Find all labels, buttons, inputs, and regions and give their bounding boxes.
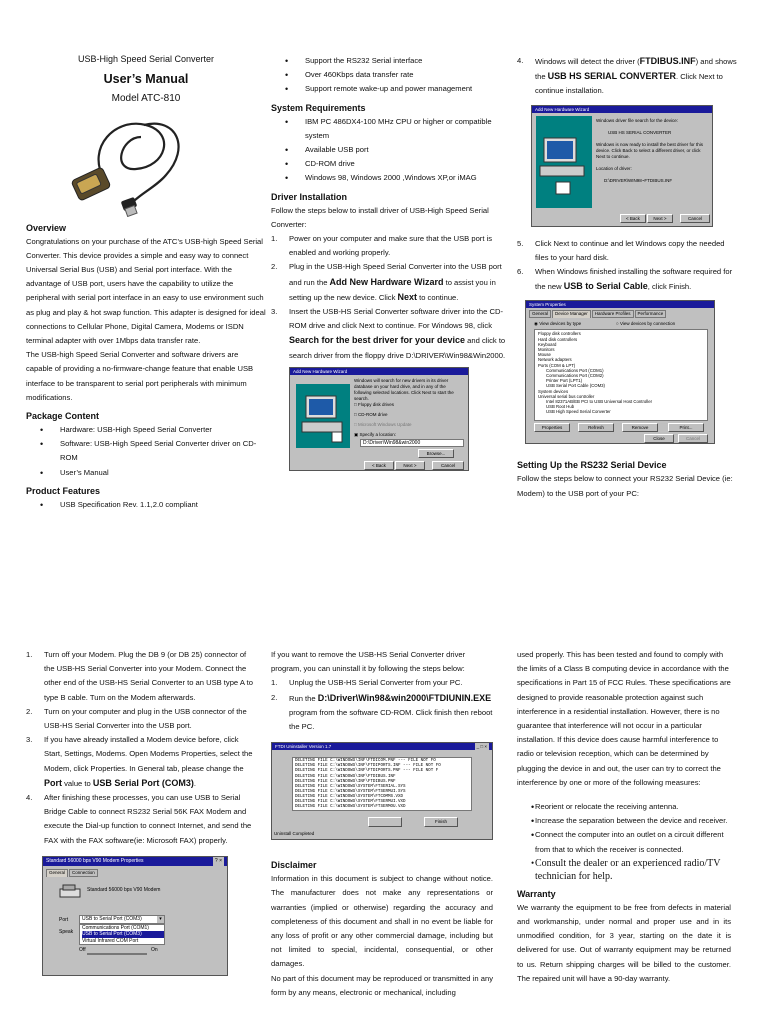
dialog-title-bar: FTDI Uninstaller Version 1.7 _ □ × bbox=[272, 743, 492, 750]
speaker-off-label: Off bbox=[79, 946, 86, 953]
tab-connection[interactable]: Connection bbox=[69, 869, 98, 877]
tab-general[interactable]: General bbox=[46, 869, 68, 877]
tree-item[interactable]: Hard disk controllers bbox=[538, 336, 578, 342]
uninstall-intro: If you want to remove the USB-HS Serial Converter driver program, you can uninstall it by following the steps below: bbox=[271, 650, 466, 674]
log-line: DELETING FILE C:\WINDOWS\INF\FTDICOM.PNF --- FILE NOT FO bbox=[295, 759, 436, 764]
list-item: • CD-ROM drive bbox=[271, 157, 511, 171]
wizard-line-1: Windows driver file search for the device: bbox=[596, 117, 679, 123]
tab-general[interactable]: General bbox=[529, 310, 551, 318]
rs232-setup-steps bbox=[26, 648, 256, 848]
modem-name: Standard 56000 bps V90 Modem bbox=[87, 886, 161, 893]
window-controls-icon[interactable]: _ □ × bbox=[476, 744, 487, 750]
list-item: • Connect the computer into an outlet on a circuit different from that to which the receiver is connected. bbox=[517, 828, 731, 856]
log-line: DELETING FILE C:\WINDOWS\INF\FTDIPORTS.PNF --- FILE NOT F bbox=[295, 769, 439, 774]
tree-item[interactable]: Floppy disk controllers bbox=[538, 331, 581, 337]
tree-item[interactable]: Communications Port (COM2) bbox=[546, 373, 604, 379]
disclaimer-paragraph-1: Information in this document is subject to change without notice. The manufacturer does not make any representations or warranties (implied or otherwise) regarding the accuracy and completeness of this document and shall in no event be liable for any loss of profit or any other commercial damage, including but not limited to special, incidental, consequential, or other damages. bbox=[271, 874, 493, 969]
list-item: 1. Unplug the USB-HS Serial Converter from your PC. bbox=[271, 678, 463, 688]
properties-button[interactable]: Properties bbox=[534, 423, 570, 432]
device-tree[interactable] bbox=[534, 329, 708, 421]
option-windows-update[interactable]: □ Microsoft Windows Update bbox=[354, 421, 412, 427]
list-item: • Support the RS232 Serial interface bbox=[271, 54, 511, 68]
product-features-heading: Product Features bbox=[26, 485, 101, 496]
radio-view-by-type[interactable]: ◉ View devices by type bbox=[534, 321, 582, 327]
tree-item[interactable]: System devices bbox=[538, 388, 569, 394]
disclaimer-paragraph-2: No part of this document may be reproduced or transmitted in any form by any means, electronic or mechanical, including bbox=[271, 973, 493, 997]
option-floppy[interactable]: □ Floppy disk drives bbox=[354, 401, 394, 407]
port-select[interactable]: USB to Serial Port (COM3) ▾ bbox=[79, 915, 165, 924]
tree-item[interactable]: Ports (COM & LPT) bbox=[538, 362, 576, 368]
usb-serial-cable-image bbox=[26, 107, 266, 217]
tree-item[interactable]: Printer Port (LPT1) bbox=[546, 378, 583, 384]
port-option[interactable]: Virtual Infrared COM Port bbox=[82, 937, 139, 944]
document-heading: User’s Manual bbox=[103, 72, 189, 87]
system-properties-dialog bbox=[525, 300, 715, 444]
system-requirements-heading: System Requirements bbox=[271, 102, 366, 113]
wizard-line-3: Windows is now ready to install the best driver for this device. Click Back to select a different driver, or click Next to continue. bbox=[596, 141, 704, 159]
dialog-title-bar: Add New Hardware Wizard bbox=[532, 106, 712, 113]
list-item: 4. Windows will detect the driver (FTDIBUS.INF) and shows the USB HS SERIAL CONVERTER. Click Next to continue installation. bbox=[517, 56, 737, 96]
uninstall-steps bbox=[271, 676, 493, 734]
dialog-title-bar: System Properties bbox=[526, 301, 714, 308]
log-line: DELETING FILE C:\WINDOWS\INF\FTDIBUS.INF bbox=[295, 774, 396, 779]
port-option[interactable]: Communications Port (COM1) bbox=[82, 924, 149, 931]
log-line: DELETING FILE C:\WINDOWS\SYSTEM\FTSERMUI.VXD bbox=[295, 799, 406, 804]
tab-performance[interactable]: Performance bbox=[635, 310, 667, 318]
list-item: • Consult the dealer or an experienced radio/TV technician for help. bbox=[517, 857, 731, 883]
list-item: • IBM PC 486DX4-100 MHz CPU or higher or compatible system bbox=[271, 115, 511, 143]
port-option[interactable]: USB to Serial Port (COM3) bbox=[82, 931, 164, 938]
back-button[interactable]: < Back bbox=[620, 214, 646, 223]
port-label: Port bbox=[59, 916, 69, 923]
tab-strip bbox=[529, 310, 666, 318]
list-item: 4. After finishing these processes, you can use USB to Serial Bridge Cable to connect RS232 Serial 56K FAX Modem and execute the Dial-up function to connect Internet, and send the FAX with the FAX software(ie: Microsoft FAX) properly. bbox=[26, 793, 252, 845]
package-content-heading: Package Content bbox=[26, 411, 100, 422]
list-item: 3. Insert the USB-HS Serial Converter software driver into the CD-ROM drive and click Next to continue. For Windows 98, click Search for the best driver for your device and click to search driver from the floppy drive D:\DRIVER\Win98&Win2000. bbox=[271, 307, 506, 360]
tree-item[interactable]: Monitors bbox=[538, 347, 555, 353]
rs232-setup-heading: Setting Up the RS232 Serial Device bbox=[517, 460, 667, 471]
remove-button[interactable]: Remove bbox=[622, 423, 658, 432]
uninstall-log bbox=[292, 757, 472, 811]
location-label: Location of driver: bbox=[596, 165, 632, 171]
page2-column-1 bbox=[26, 648, 256, 976]
close-button[interactable]: Close bbox=[644, 434, 674, 443]
tree-item[interactable]: USB High Speed Serial Converter bbox=[546, 409, 611, 415]
list-item: • Software: USB-High Speed Serial Converter driver on CD-ROM bbox=[26, 437, 266, 465]
overview-paragraph-1: Congratulations on your purchase of the ATC’s USB-high Speed Serial Converter. This device provides a simple and easy way to connect Universal Serial Bus (USB) and Serial port interface. With the advantage of USB port, users have the capability to utilize the peripheral with serial port interface in an easy to use environment such as plug and play & hot swap function. This adapter is designed for ideal connections to Cellular Phone, Digital Camera, Modems or ISDN terminal adapter with over 1Mbps data transfer rate. bbox=[26, 236, 266, 346]
finish-button[interactable]: Finish bbox=[424, 817, 458, 827]
next-button[interactable]: Next > bbox=[395, 461, 425, 470]
page2-column-2 bbox=[271, 648, 493, 1000]
overview-heading: Overview bbox=[26, 222, 67, 233]
list-item: • Over 460Kbps data transfer rate bbox=[271, 68, 511, 82]
page1-column-3 bbox=[517, 54, 739, 501]
list-item: 5. Click Next to continue and let Windows copy the needed files to your hard disk. bbox=[517, 238, 725, 262]
list-item: • Increase the separation between the device and receiver. bbox=[517, 814, 731, 828]
fcc-paragraph: used properly. This has been tested and found to comply with the limits of a Class B computing device in accordance with the specifications in Part 15 of FCC Rules. These specifications are designed to provide reasonable protection against such interference in a residential installation. However, there is no guarantee that interference will not occur in a particular installation. If this device does cause harmful interference to radio or television reception, which can be determined by plugging the device in and out, the user can try to correct the interference by one or more of the following measures: bbox=[517, 650, 731, 787]
dialog-title-bar: Standard 56000 bps V90 Modem Properties ? × bbox=[43, 857, 227, 866]
speaker-label: Speak bbox=[59, 928, 74, 935]
driver-installation-intro: Follow the steps below to install driver of USB-High Speed Serial Converter: bbox=[271, 205, 489, 229]
system-requirements-list bbox=[271, 115, 511, 186]
page2-column-3 bbox=[517, 648, 731, 986]
list-item: • Windows 98, Windows 2000 ,Windows XP,or iMAG bbox=[271, 171, 511, 185]
speaker-on-label: On bbox=[151, 946, 158, 953]
modem-properties-dialog bbox=[42, 856, 228, 976]
option-cdrom[interactable]: □ CD-ROM drive bbox=[354, 411, 388, 417]
location-input[interactable]: D:\Driver\Win98&win2000 bbox=[360, 439, 464, 447]
manual-page-2 bbox=[0, 512, 768, 1024]
tree-item[interactable]: Intel 82371AB/EB PCI to USB Universal Host Controller bbox=[546, 399, 653, 405]
log-line: DELETING FILE C:\WINDOWS\SYSTEM\FTCOMMS.VXD bbox=[295, 794, 404, 799]
tree-item[interactable]: USB Serial Port Cable (COM3) bbox=[546, 383, 605, 389]
radio-view-by-connection[interactable]: ○ View devices by connection bbox=[616, 321, 676, 327]
log-line: DELETING FILE C:\WINDOWS\SYSTEM\FTSERIAL.SYS bbox=[295, 784, 406, 789]
cancel-button[interactable]: Cancel bbox=[678, 434, 708, 443]
list-item: • Available USB port bbox=[271, 143, 511, 157]
document-model: Model ATC-810 bbox=[111, 93, 181, 105]
driver-installation-steps bbox=[271, 232, 511, 363]
tree-item[interactable]: Universal serial bus controller bbox=[538, 393, 595, 399]
back-button[interactable]: < Back bbox=[364, 461, 394, 470]
list-item: 2. Turn on your computer and plug in the USB connector of the USB-HS Serial Converter into the USB port. bbox=[26, 706, 247, 731]
product-features-list bbox=[26, 498, 266, 512]
list-item: 2. Run the D:\Driver\Win98&win2000\FTDIUNIN.EXE program from the software CD-ROM. Click finish then reboot the PC. bbox=[271, 692, 493, 732]
package-content-list bbox=[26, 423, 266, 480]
tab-device-manager[interactable]: Device Manager bbox=[552, 310, 591, 318]
driver-installation-heading: Driver Installation bbox=[271, 191, 348, 202]
browse-button[interactable]: Browse... bbox=[418, 449, 454, 458]
product-photo bbox=[26, 107, 266, 217]
list-item: • User’s Manual bbox=[26, 466, 266, 480]
log-line: DELETING FILE C:\WINDOWS\SYSTEM\FTSERMOU.VXD bbox=[295, 805, 406, 810]
list-item: 2. Plug in the USB-High Speed Serial Converter into the USB port and run the Add New Hardware Wizard to assist you in setting up the new device. Click Next to continue. bbox=[271, 262, 502, 302]
help-close-icon[interactable]: ? × bbox=[214, 857, 222, 864]
wizard-text: Windows will search for new drivers in its driver database on your hard drive, and in any of the following selected locations. Click Next to start the search. bbox=[354, 377, 454, 401]
overview-paragraph-2: The USB-high Speed Serial Converter and software drivers are capable of providing a no-firmware-change feature that enable USB interface to be transparent to serial port peripherals with minimum modifications. bbox=[26, 350, 254, 402]
dialog-title-bar: Add New Hardware Wizard bbox=[290, 368, 468, 375]
modem-icon bbox=[59, 883, 81, 899]
tree-item[interactable]: Mouse bbox=[538, 352, 551, 358]
list-item: 3. If you have already installed a Modem device before, click Start, Settings, Modems. Open Modems Properties, select the Modem, click Properties. In General tab, please change the Port value to USB Serial Port (COM3). bbox=[26, 735, 253, 788]
cancel-button[interactable]: Cancel bbox=[432, 461, 464, 470]
warranty-paragraph: We warranty the equipment to be free from defects in material and workmanship, under normal and proper use and in its unmodified condition, for 3 year, starting on the date it is delivered for use. Out of warranty equipment may be returned to us. Return shipping charges will be billed to the customer. The repaired unit will have a 90-day warranty. bbox=[517, 902, 731, 983]
disclaimer-heading: Disclaimer bbox=[271, 860, 317, 871]
warranty-heading: Warranty bbox=[517, 888, 556, 899]
list-item: • Reorient or relocate the receiving antenna. bbox=[517, 800, 731, 814]
tree-item[interactable]: Network adapters bbox=[538, 357, 572, 363]
driver-installation-steps-continued-2 bbox=[517, 237, 739, 295]
port-options-list[interactable] bbox=[79, 924, 165, 945]
status-text: Uninstall Completed bbox=[274, 831, 315, 837]
detected-device-name: USB HS SERIAL CONVERTER bbox=[608, 129, 672, 135]
driver-installation-steps-continued bbox=[517, 54, 739, 99]
add-hardware-wizard-dialog bbox=[289, 367, 469, 471]
page1-column-2 bbox=[271, 54, 511, 471]
tab-strip bbox=[46, 869, 98, 877]
rs232-setup-intro: Follow the steps below to connect your RS232 Serial Device (ie: Modem) to the USB port of your PC: bbox=[517, 474, 733, 498]
list-item: • Hardware: USB-High Speed Serial Converter bbox=[26, 423, 266, 437]
tree-item[interactable]: USB Root Hub bbox=[546, 404, 575, 410]
list-item: 1. Power on your computer and make sure that the USB port is enabled and working properly. bbox=[271, 234, 493, 258]
cancel-button[interactable]: Cancel bbox=[680, 214, 710, 223]
tab-hardware-profiles[interactable]: Hardware Profiles bbox=[592, 310, 634, 318]
driver-found-dialog bbox=[531, 105, 713, 227]
chevron-down-icon[interactable]: ▾ bbox=[157, 916, 164, 923]
refresh-button[interactable]: Refresh bbox=[578, 423, 614, 432]
list-item: • Support remote wake-up and power management bbox=[271, 82, 511, 96]
log-line: DELETING FILE C:\WINDOWS\INF\FTDIPORTS.INF --- FILE NOT FO bbox=[295, 764, 441, 769]
disabled-button bbox=[368, 817, 402, 827]
document-title: USB-High Speed Serial Converter bbox=[77, 54, 215, 64]
computer-icon bbox=[296, 384, 350, 448]
next-button[interactable]: Next > bbox=[647, 214, 673, 223]
uninstaller-dialog bbox=[271, 742, 493, 840]
page1-column-1 bbox=[26, 0, 266, 512]
list-item: 1. Turn off your Modem. Plug the DB 9 (or DB 25) connector of the USB-HS Serial Converter into your Modem. Connect the other end of the USB-HS Serial Converter to an USB type A to type B cable. Turn on the Modem afterwards. bbox=[26, 650, 253, 702]
list-item: • USB Specification Rev. 1.1,2.0 compliant bbox=[26, 498, 266, 512]
tree-item[interactable]: Communications Port (COM1) bbox=[546, 367, 604, 373]
print-button[interactable]: Print... bbox=[668, 423, 704, 432]
tree-item[interactable]: Keyboard bbox=[538, 341, 557, 347]
log-line: DELETING FILE C:\WINDOWS\SYSTEM\FTSERMUI.SYS bbox=[295, 789, 406, 794]
speaker-volume-slider[interactable] bbox=[87, 953, 147, 955]
option-specify-location[interactable]: ▣ Specify a location: bbox=[354, 431, 397, 437]
list-item: 6. When Windows finished installing the software required for the new USB to Serial Cable, click Finish. bbox=[517, 267, 733, 292]
log-line: DELETING FILE C:\WINDOWS\INF\FTDIBUS.PNF bbox=[295, 779, 396, 784]
computer-icon bbox=[536, 116, 592, 208]
product-features-list-continued bbox=[271, 54, 511, 97]
driver-location: D:\DRIVER\WIN98~FTDIBUS.INF bbox=[604, 177, 673, 183]
interference-measures-list bbox=[517, 800, 731, 883]
